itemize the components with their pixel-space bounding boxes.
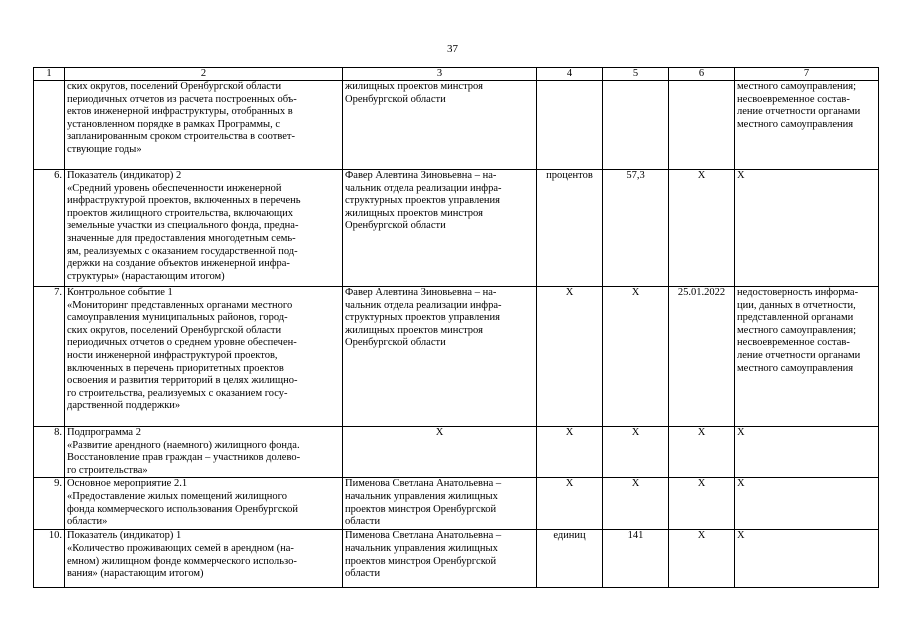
responsible-line: Пименова Светлана Анатольевна – — [345, 478, 502, 490]
risks-cell — [735, 478, 879, 530]
responsible-line: структурных проектов управления — [345, 312, 500, 324]
description-line: ности инженерной инфраструктурой проектов, — [67, 349, 278, 361]
responsible-cell — [343, 478, 537, 530]
responsible-cell — [343, 287, 537, 427]
column-header-row — [34, 68, 879, 81]
responsible-line: Оренбургской области — [345, 220, 446, 232]
description-line: Восстановление прав граждан – участников долево- — [67, 452, 301, 464]
column-header-1: 1 — [34, 68, 65, 81]
description-line: «Развитие арендного (наемного) жилищного фонда. — [67, 439, 300, 451]
risks-line: представленной органами — [737, 312, 854, 324]
date-cell: Х — [669, 170, 735, 287]
responsible-line: чальник отдела реализации инфра- — [345, 299, 502, 311]
description-line: проектов жилищного строительства, включающих — [67, 207, 293, 219]
responsible-line: жилищных проектов минстроя — [345, 207, 483, 219]
risks-line: несвоевременное состав- — [737, 93, 850, 105]
description-line: запланированным сроком строительства в соответ- — [67, 131, 295, 143]
description-line: «Средний уровень обеспеченности инженерной — [67, 182, 282, 194]
description-line: ских округов, поселений Оренбургской области — [67, 324, 282, 336]
row-number-cell: 7. — [34, 287, 65, 427]
responsible-line: Оренбургской области — [345, 93, 446, 105]
description-line: емном) жилищном фонде коммерческого использо- — [67, 555, 297, 567]
description-line: периодичных отчетов о среднем уровне обеспечен- — [67, 337, 297, 349]
description-line: Показатель (индикатор) 2 — [67, 170, 182, 181]
risks-line: местного самоуправления; — [737, 81, 857, 92]
page-number: 37 — [447, 43, 458, 55]
description-line: периодичных отчетов из расчета построенных объ- — [67, 93, 297, 105]
date-cell: 25.01.2022 — [669, 287, 735, 427]
responsible-line: Фавер Алевтина Зиновьевна – на- — [345, 170, 497, 181]
column-header-6: 6 — [669, 68, 735, 81]
responsible-line: чальник отдела реализации инфра- — [345, 182, 502, 194]
description-line: дарственной поддержки» — [67, 400, 181, 412]
risks-cell — [735, 81, 879, 170]
row-number-cell: 8. — [34, 427, 65, 478]
responsible-cell — [343, 427, 537, 478]
unit-cell: Х — [537, 478, 603, 530]
row-number-cell: 9. — [34, 478, 65, 530]
responsible-line: проектов минстроя Оренбургской — [345, 503, 497, 515]
description-line: го строительства, реализуемых с оказанием госу- — [67, 387, 288, 399]
description-cell — [65, 170, 343, 287]
description-cell — [65, 427, 343, 478]
description-line: значенные для предоставления многодетным семь- — [67, 232, 296, 244]
value-cell: Х — [603, 478, 669, 530]
risks-line: недостоверность информа- — [737, 287, 859, 298]
table-row — [34, 530, 879, 588]
responsible-line: Оренбургской области — [345, 337, 446, 349]
unit-cell: Х — [537, 287, 603, 427]
responsible-line: Пименова Светлана Анатольевна – — [345, 530, 502, 542]
responsible-line: Х — [435, 427, 444, 438]
description-line: ствующие годы» — [67, 143, 142, 155]
risks-line: несвоевременное состав- — [737, 337, 850, 349]
description-line: вания» (нарастающим итогом) — [67, 568, 204, 580]
value-cell: 141 — [603, 530, 669, 588]
description-cell — [65, 81, 343, 170]
responsible-cell — [343, 81, 537, 170]
description-line: ям, реализуемых с оказанием государственной под- — [67, 245, 298, 257]
risks-line: местного самоуправления — [737, 362, 854, 374]
description-line: самоуправления муниципальных районов, город- — [67, 312, 288, 324]
risks-cell — [735, 427, 879, 478]
risks-line: местного самоуправления — [737, 118, 854, 130]
column-header-7: 7 — [735, 68, 879, 81]
description-line: ских округов, поселений Оренбургской области — [67, 81, 282, 92]
row-number-cell: 6. — [34, 170, 65, 287]
risks-line: Х — [737, 427, 745, 438]
value-cell: Х — [603, 427, 669, 478]
responsible-cell — [343, 170, 537, 287]
description-line: фонда коммерческого использования Оренбургской — [67, 503, 298, 515]
table-row — [34, 287, 879, 427]
responsible-line: жилищных проектов минстроя — [345, 324, 483, 336]
description-line: «Предоставление жилых помещений жилищного — [67, 490, 287, 502]
description-line: включенных в перечень приоритетных проектов — [67, 362, 284, 374]
unit-cell: единиц — [537, 530, 603, 588]
responsible-cell — [343, 530, 537, 588]
description-line: держки на создание объектов инженерной инфра- — [67, 258, 290, 270]
column-header-2: 2 — [65, 68, 343, 81]
table-body — [34, 81, 879, 588]
risks-cell — [735, 287, 879, 427]
column-header-4: 4 — [537, 68, 603, 81]
risks-cell — [735, 170, 879, 287]
table-row — [34, 478, 879, 530]
description-line: Контрольное событие 1 — [67, 287, 173, 298]
responsible-line: жилищных проектов минстроя — [345, 81, 483, 92]
value-cell: Х — [603, 287, 669, 427]
value-cell — [603, 81, 669, 170]
description-line: го строительства» — [67, 464, 148, 476]
description-line: «Мониторинг представленных органами местного — [67, 299, 293, 311]
description-cell — [65, 287, 343, 427]
risks-line: ление отчетности органами — [737, 106, 861, 118]
risks-line: ление отчетности органами — [737, 349, 861, 361]
risks-line: Х — [737, 530, 745, 542]
responsible-line: области — [345, 568, 381, 580]
responsible-line: проектов минстроя Оренбургской — [345, 555, 497, 567]
table-row — [34, 81, 879, 170]
table-row — [34, 170, 879, 287]
description-line: Основное мероприятие 2.1 — [67, 478, 188, 490]
description-line: структуры» (нарастающим итогом) — [67, 270, 225, 282]
responsible-line: Фавер Алевтина Зиновьевна – на- — [345, 287, 497, 298]
date-cell: Х — [669, 530, 735, 588]
row-number-cell — [34, 81, 65, 170]
description-line: «Количество проживающих семей в арендном (на- — [67, 542, 294, 554]
row-number-cell: 10. — [34, 530, 65, 588]
report-table — [33, 67, 879, 588]
description-line: Показатель (индикатор) 1 — [67, 530, 182, 542]
date-cell — [669, 81, 735, 170]
risks-line: ции, данных в отчетности, — [737, 299, 856, 311]
date-cell: Х — [669, 427, 735, 478]
description-line: установленном порядке в рамках Программы, с — [67, 118, 281, 130]
risks-line: Х — [737, 478, 745, 490]
table-row — [34, 427, 879, 478]
risks-line: местного самоуправления; — [737, 324, 857, 336]
description-line: ектов инженерной инфраструктуры, отобранных в — [67, 106, 293, 118]
risks-cell — [735, 530, 879, 588]
description-line: земельные участки из специального фонда, предна- — [67, 220, 299, 232]
responsible-line: начальник управления жилищных — [345, 542, 498, 554]
unit-cell: Х — [537, 427, 603, 478]
description-cell — [65, 478, 343, 530]
description-cell — [65, 530, 343, 588]
responsible-line: области — [345, 516, 381, 528]
unit-cell — [537, 81, 603, 170]
value-cell: 57,3 — [603, 170, 669, 287]
description-line: Подпрограмма 2 — [67, 427, 141, 438]
date-cell: Х — [669, 478, 735, 530]
description-line: инфраструктурой проектов, включенных в перечень — [67, 195, 301, 207]
risks-line: Х — [737, 170, 745, 181]
description-line: освоения и развития территорий в целях жилищно- — [67, 375, 298, 387]
column-header-5: 5 — [603, 68, 669, 81]
column-header-3: 3 — [343, 68, 537, 81]
responsible-line: структурных проектов управления — [345, 195, 500, 207]
unit-cell: процентов — [537, 170, 603, 287]
responsible-line: начальник управления жилищных — [345, 490, 498, 502]
description-line: области» — [67, 516, 108, 528]
